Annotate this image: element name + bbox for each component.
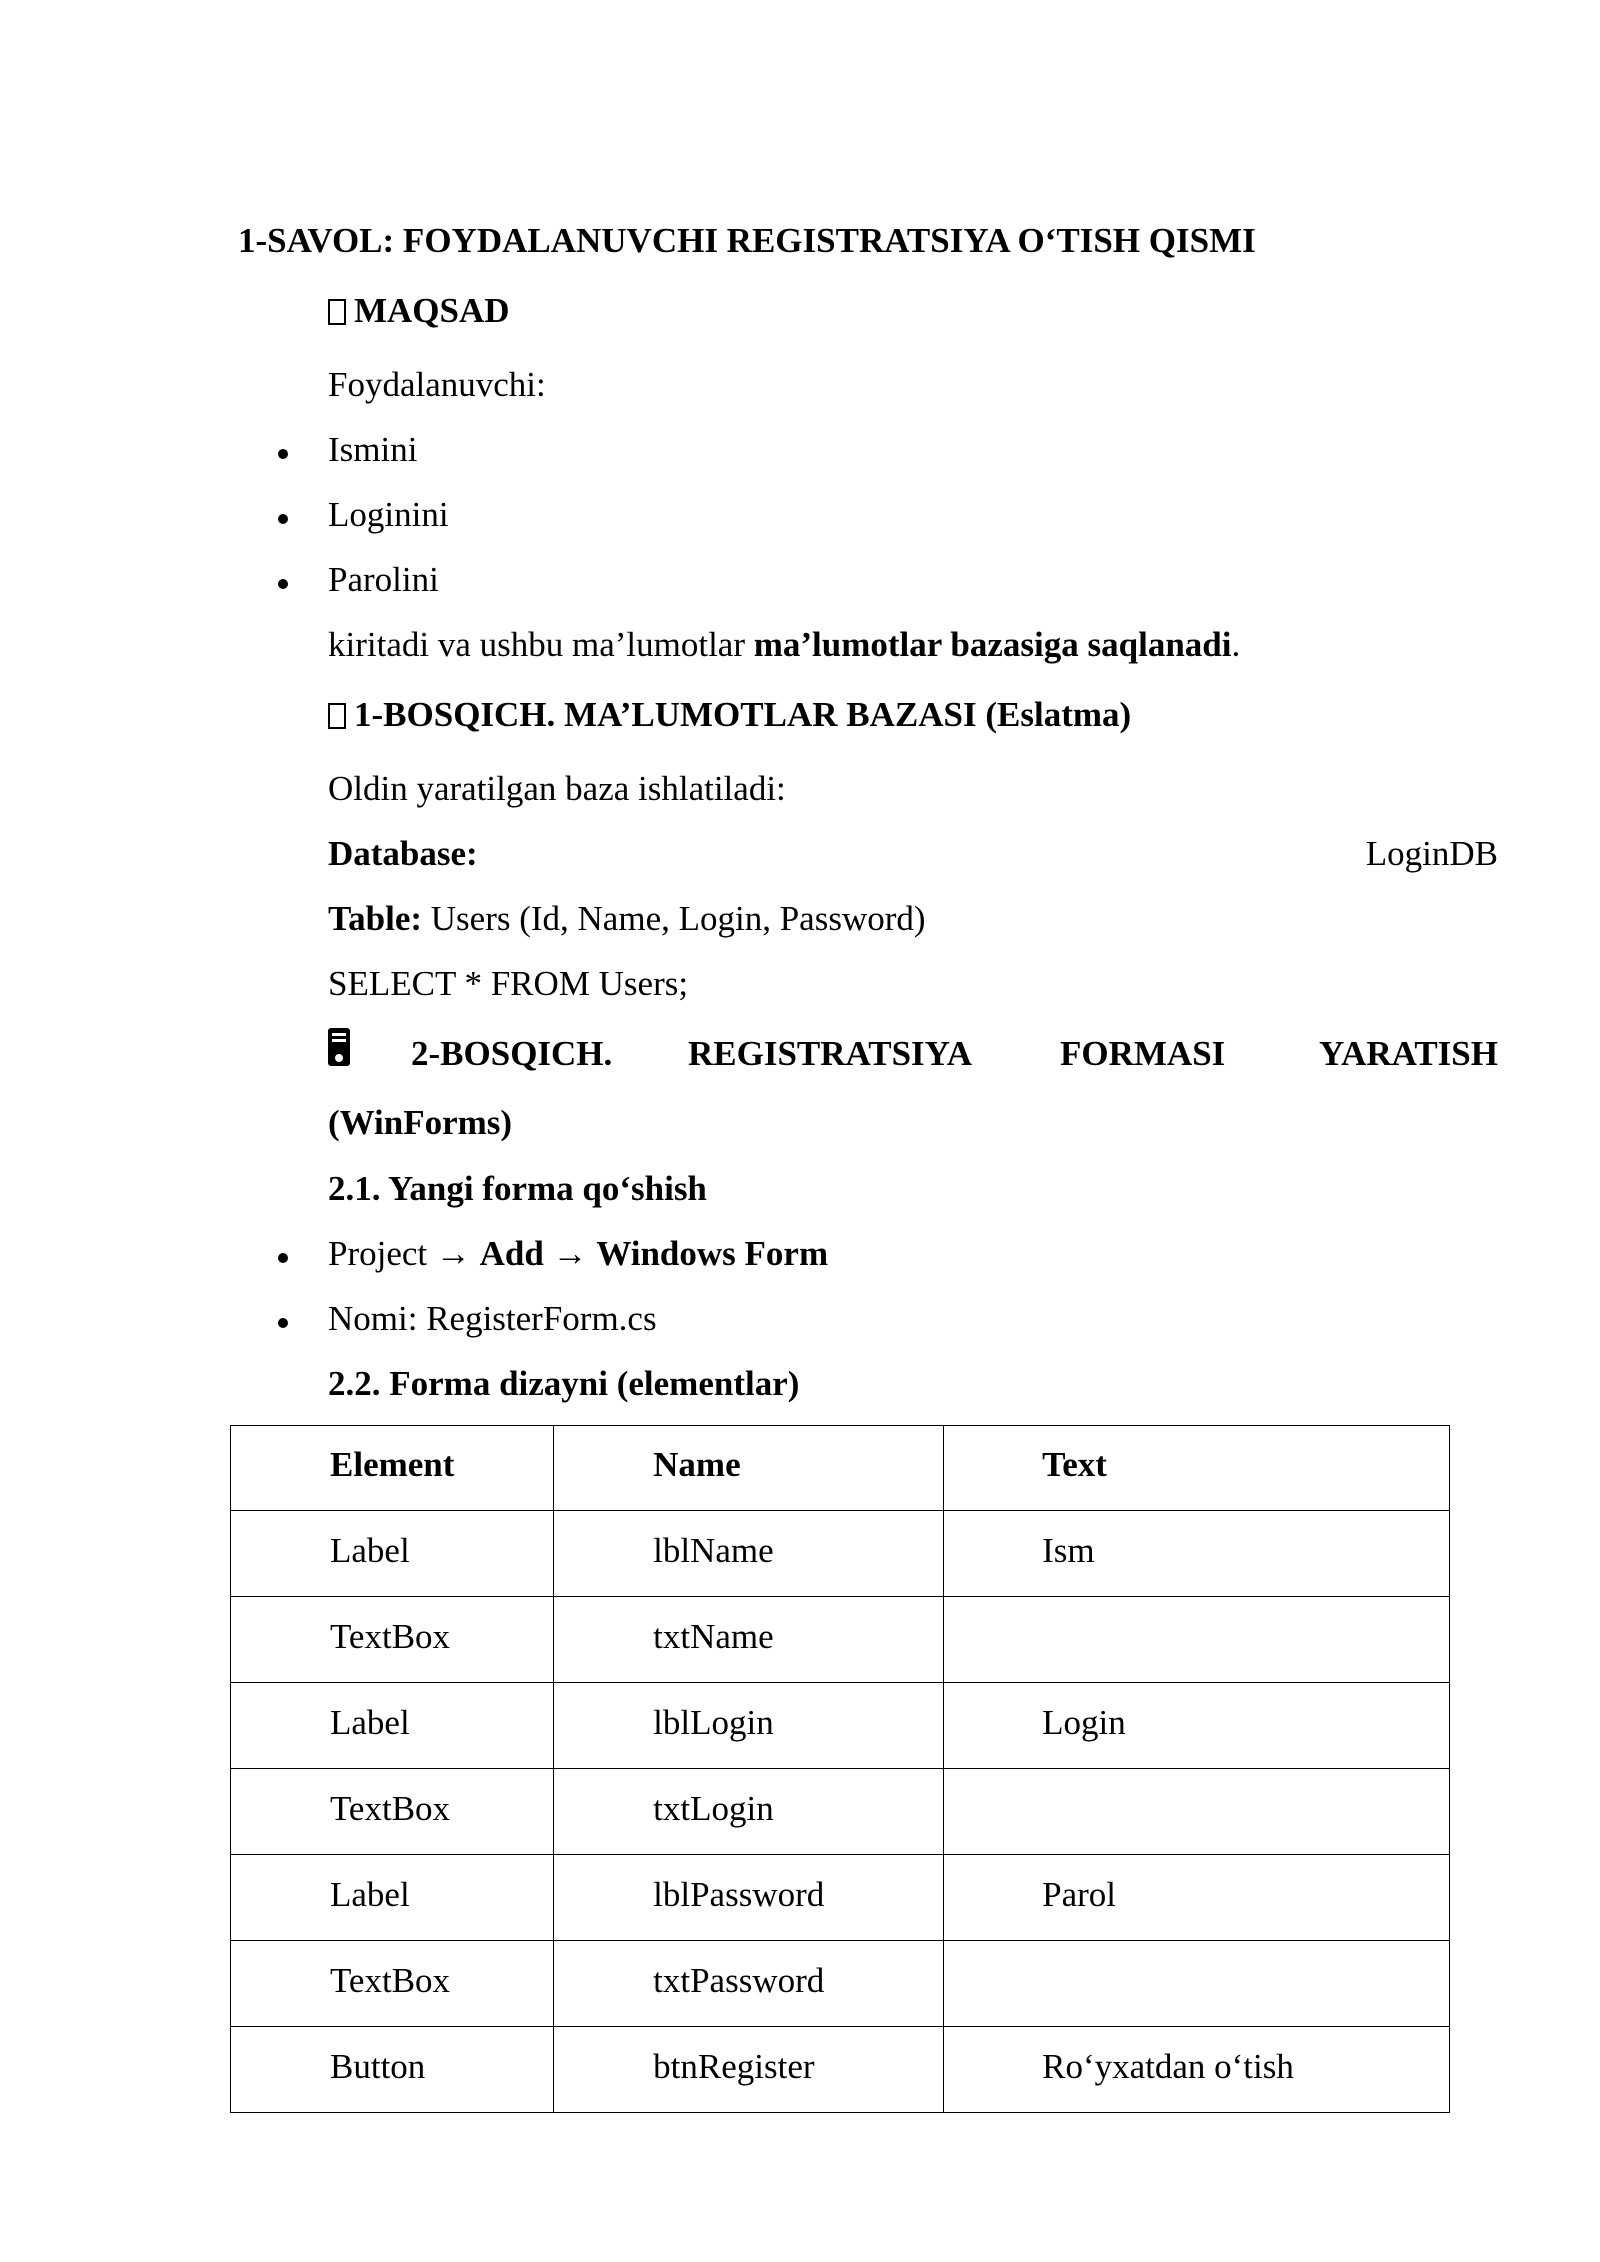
table-cell: txtLogin	[554, 1769, 944, 1855]
table-cell: TextBox	[231, 1597, 554, 1683]
table-header-cell: Element	[231, 1426, 554, 1511]
table-header-cell: Name	[554, 1426, 944, 1511]
table-definition: Table: Users (Id, Name, Login, Password)	[328, 899, 926, 938]
table-cell: lblName	[554, 1511, 944, 1597]
sql-query: SELECT * FROM Users;	[328, 964, 689, 1003]
target-icon	[328, 299, 346, 325]
table-row	[231, 1683, 1450, 1769]
bullet-marker	[278, 449, 288, 459]
list-item: Ismini	[328, 430, 418, 469]
bullet-marker	[278, 1318, 288, 1328]
subsection-heading-2-2: 2.2. Forma dizayni (elementlar)	[328, 1364, 800, 1403]
table-row	[231, 1941, 1450, 2027]
database-label: Database:	[328, 834, 478, 873]
section-heading-step1: 1-BOSQICH. MA’LUMOTLAR BAZASI (Eslatma)	[328, 692, 1131, 738]
list-item: Parolini	[328, 560, 439, 599]
step2-heading-word: REGISTRATSIYA	[688, 1034, 972, 1073]
step2-heading-word: 2-BOSQICH.	[411, 1034, 613, 1073]
table-cell	[944, 1941, 1450, 2027]
table-row	[231, 1511, 1450, 1597]
table-header-cell: Text	[944, 1426, 1450, 1511]
table-cell: Ism	[944, 1511, 1450, 1597]
bullet-marker	[278, 514, 288, 524]
bullet-marker	[278, 579, 288, 589]
database-value: LoginDB	[1365, 834, 1498, 873]
table-cell: lblPassword	[554, 1855, 944, 1941]
subsection-heading-2-1: 2.1. Yangi forma qo‘shish	[328, 1169, 707, 1208]
table-cell: Parol	[944, 1855, 1450, 1941]
table-cell: Label	[231, 1683, 554, 1769]
list-item: Project → Add → Windows Form	[328, 1234, 829, 1273]
step2-heading-word: FORMASI	[1060, 1034, 1226, 1073]
paragraph-conclusion: kiritadi va ushbu ma’lumotlar ma’lumotlar bazasiga saqlanadi.	[328, 625, 1241, 664]
table-cell: Label	[231, 1855, 554, 1941]
table-cell: Label	[231, 1511, 554, 1597]
paragraph-step1-intro: Oldin yaratilgan baza ishlatiladi:	[328, 769, 786, 808]
table-cell: Ro‘yxatdan o‘tish	[944, 2027, 1450, 2113]
table-cell: TextBox	[231, 1769, 554, 1855]
list-item: Loginini	[328, 495, 449, 534]
table-cell: Login	[944, 1683, 1450, 1769]
database-icon	[328, 703, 346, 729]
table-cell	[944, 1597, 1450, 1683]
table-cell: TextBox	[231, 1941, 554, 2027]
table-cell	[944, 1769, 1450, 1855]
table-cell: txtName	[554, 1597, 944, 1683]
bullet-marker	[278, 1253, 288, 1263]
table-row	[231, 1769, 1450, 1855]
list-item: Nomi: RegisterForm.cs	[328, 1299, 657, 1338]
page-title: 1-SAVOL: FOYDALANUVCHI REGISTRATSIYA O‘TISH QISMI	[238, 221, 1256, 260]
table-row	[231, 1597, 1450, 1683]
table-row	[231, 1855, 1450, 1941]
table-header-row	[231, 1426, 1450, 1511]
table-cell: btnRegister	[554, 2027, 944, 2113]
paragraph-intro: Foydalanuvchi:	[328, 365, 546, 404]
table-row	[231, 2027, 1450, 2113]
section-heading-maqsad: MAQSAD	[328, 288, 510, 334]
step2-heading-line2: (WinForms)	[328, 1103, 513, 1142]
computer-icon	[328, 1028, 350, 1066]
step2-heading-word: YARATISH	[1319, 1034, 1498, 1073]
table-cell: txtPassword	[554, 1941, 944, 2027]
elements-table	[230, 1425, 1450, 2113]
table-cell: Button	[231, 2027, 554, 2113]
table-cell: lblLogin	[554, 1683, 944, 1769]
